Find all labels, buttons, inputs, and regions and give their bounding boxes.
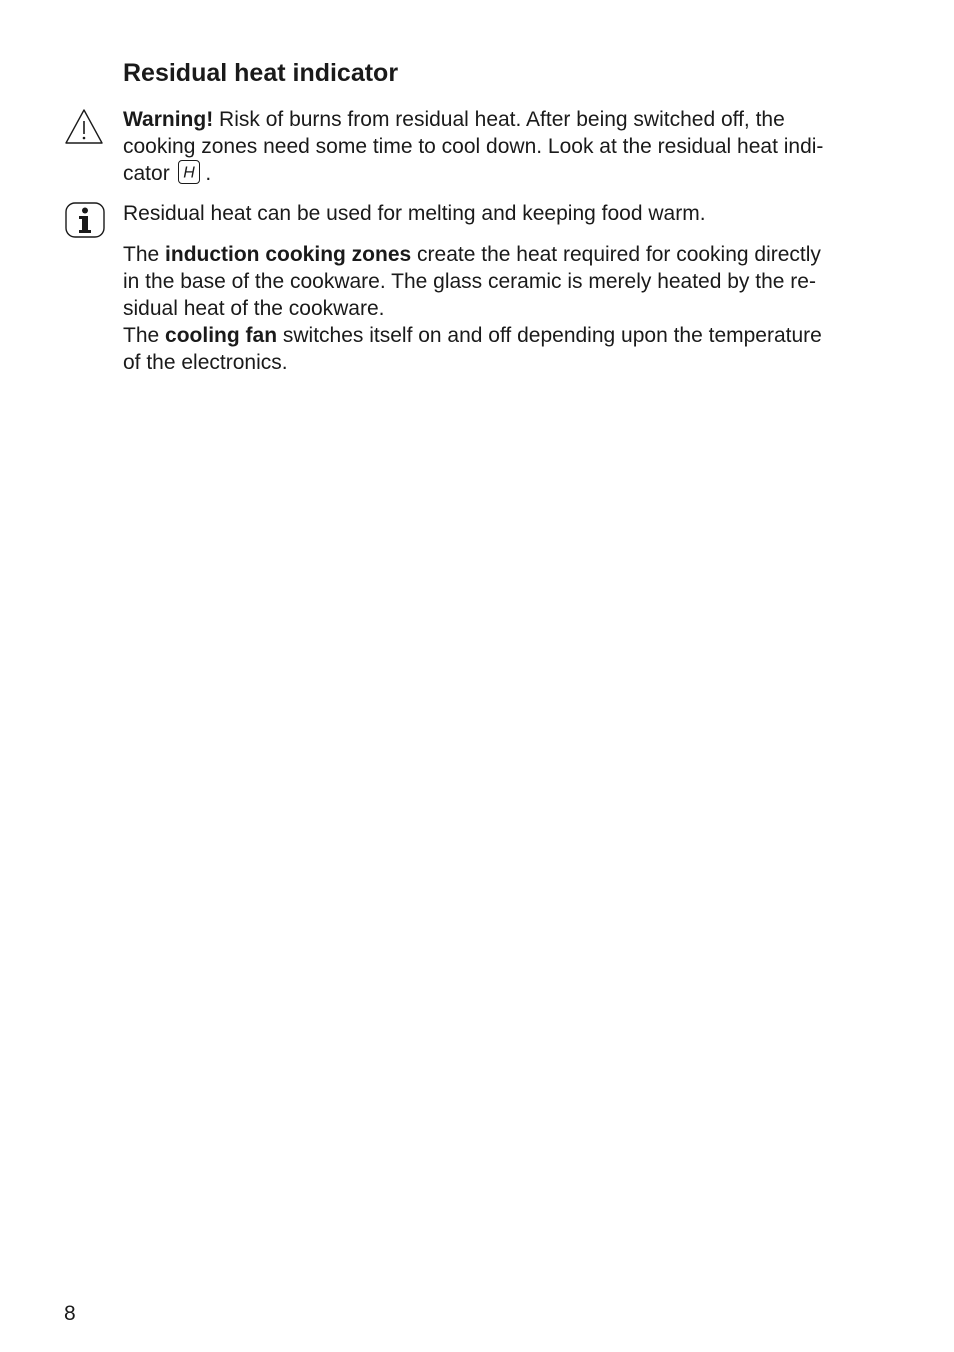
warning-label: Warning! — [123, 108, 214, 131]
warning-text — [123, 106, 903, 187]
induction-line-4-text: switches itself on and off depending upon the temperature — [277, 324, 822, 347]
warning-triangle-icon — [64, 108, 104, 150]
page-number: 8 — [64, 1302, 76, 1325]
induction-line-5: of the electronics. — [123, 351, 288, 374]
info-line: Residual heat can be used for melting and keeping food warm. — [123, 202, 706, 225]
induction-line-2: in the base of the cookware. The glass ceramic is merely heated by the re- — [123, 270, 816, 293]
warning-line-3-end: . — [199, 162, 212, 185]
induction-line-3: sidual heat of the cookware. — [123, 297, 385, 320]
induction-cooking-zones-term: induction cooking zones — [165, 243, 412, 266]
section-title: Residual heat indicator — [123, 59, 399, 87]
warning-line-1 — [123, 106, 903, 133]
residual-heat-symbol-letter: H — [182, 164, 195, 182]
residual-heat-symbol — [178, 160, 200, 184]
warning-line-1-text: Risk of burns from residual heat. After being switched off, the — [213, 108, 785, 131]
induction-line-1 — [123, 241, 903, 268]
cooling-fan-term: cooling fan — [165, 324, 278, 347]
warning-line-3-text: cator — [123, 162, 176, 185]
info-icon — [65, 202, 105, 243]
induction-line-1-text: create the heat required for cooking directly — [411, 243, 821, 266]
induction-the-2: The — [123, 324, 166, 347]
warning-line-3 — [123, 160, 903, 187]
induction-the-1: The — [123, 243, 166, 266]
info-text — [123, 200, 903, 227]
induction-line-4 — [123, 322, 903, 349]
warning-line-2: cooking zones need some time to cool down. Look at the residual heat indi- — [123, 135, 824, 158]
induction-paragraph — [123, 241, 903, 376]
